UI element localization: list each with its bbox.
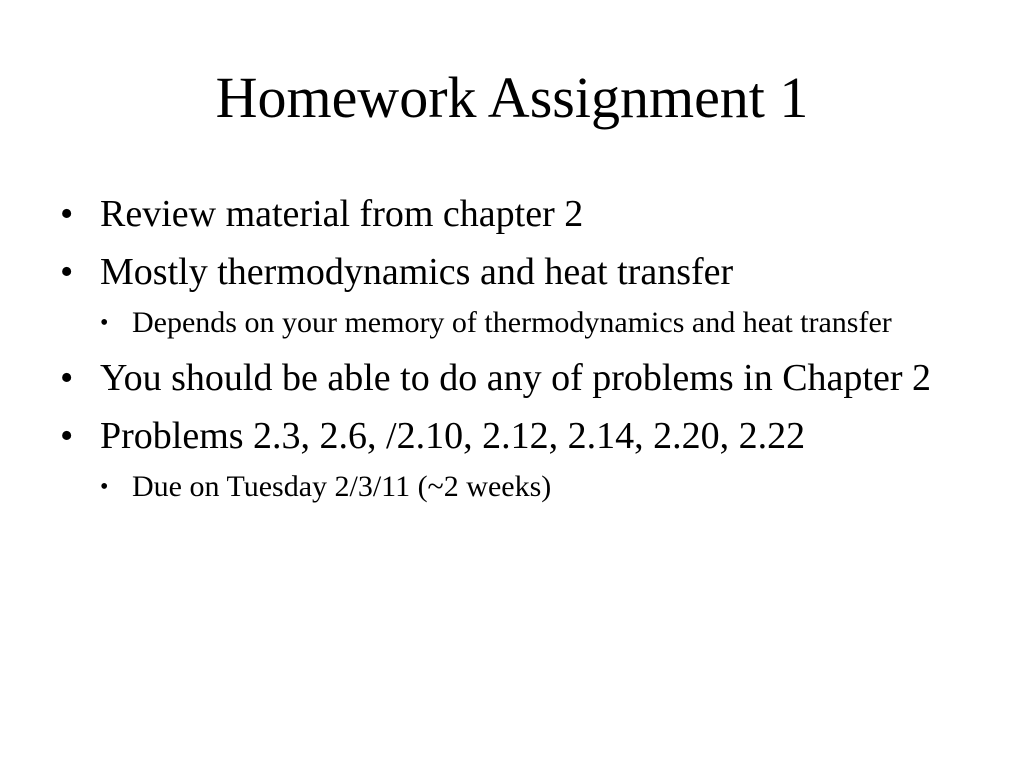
bullet-text: Review material from chapter 2	[100, 193, 584, 235]
sub-bullet-item	[100, 302, 960, 344]
bullet-item	[60, 354, 960, 402]
bullet-icon: •	[100, 310, 109, 336]
slide-title: Homework Assignment 1	[215, 65, 809, 130]
bullet-text: Problems 2.3, 2.6, /2.10, 2.12, 2.14, 2.20, 2.22	[100, 415, 806, 457]
bullet-item	[60, 190, 960, 238]
bullet-text: You should be able to do any of problems in Chapter 2	[100, 357, 931, 399]
sub-bullet-item	[100, 466, 960, 508]
bullet-item	[60, 248, 960, 344]
bullet-text: Mostly thermodynamics and heat transfer	[100, 251, 734, 293]
bullet-icon: •	[100, 474, 109, 500]
sub-bullet-text: Depends on your memory of thermodynamics and heat transfer	[132, 306, 892, 339]
sub-bullet-text: Due on Tuesday 2/3/11 (~2 weeks)	[132, 470, 552, 503]
bullet-icon: •	[60, 357, 74, 399]
bullet-icon: •	[60, 251, 74, 293]
bullet-list	[60, 190, 960, 518]
bullet-item	[60, 412, 960, 508]
bullet-icon: •	[60, 193, 74, 235]
sub-bullet-list	[100, 302, 960, 344]
sub-bullet-list	[100, 466, 960, 508]
bullet-icon: •	[60, 415, 74, 457]
